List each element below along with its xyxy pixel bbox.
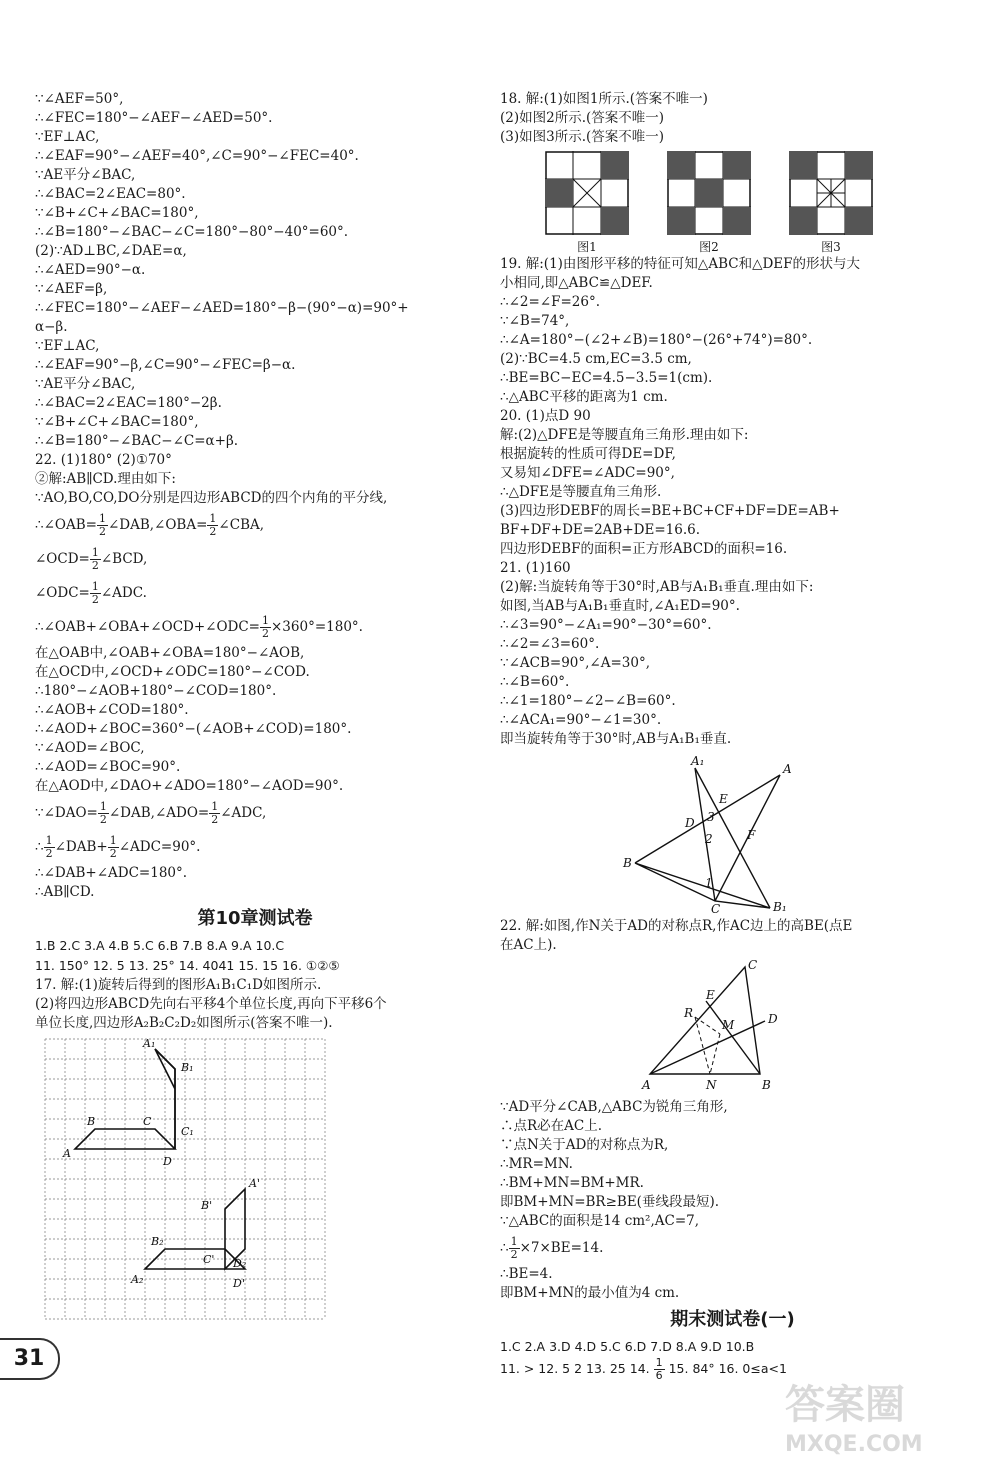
text-line: ∴AB∥CD. [35,884,95,900]
figure-caption-2: 图2 [699,240,719,254]
page-number: 31 [0,1338,60,1380]
text-line: 即BM+MN=BR≥BE(垂线段最短). [500,1194,719,1210]
text-line: 19. 解:(1)由图形平移的特征可知△ABC和△DEF的形状与大 [500,256,860,272]
label-A: A [63,1147,71,1160]
figure-caption-1: 图1 [577,240,597,254]
text-line: ②解:AB∥CD.理由如下: [35,471,176,487]
formula-line: ∴ $\frac{1}{2}$ ×7×BE=14. [500,1235,604,1261]
fraction: $\frac{1}{2}$ [91,546,99,572]
solutions-19-21 [500,255,965,749]
label-A: A [783,762,792,776]
label-F: F [747,828,756,842]
text-line: ∴∠B=60°. [500,674,570,690]
text-line: α−β. [35,319,68,335]
text-line: ∴△ABC平移的距离为1 cm. [500,389,668,405]
right-column [500,90,965,1382]
text-line: ∴∠2=∠F=26°. [500,294,601,310]
text-line: ∴∠FEC=180°−∠AEF−∠AED=180°−β−(90°−α)=90°+ [35,300,409,316]
label-2: 2 [705,832,713,846]
label-C: C [711,902,721,913]
text-line: ∴∠AED=90°−α. [35,262,146,278]
left-column [35,90,475,1331]
text: ∴∠OAB= [35,517,97,533]
figure-2 [667,151,751,255]
formula-line: ∴ $\frac{1}{2}$ ∠DAB+ $\frac{1}{2}$ ∠ADC=90°. [35,834,201,860]
text-line: ∴∠3=90°−∠A₁=90°−30°=60°. [500,617,712,633]
text-line: ∴∠2=∠3=60°. [500,636,600,652]
text-line: ∴∠1=180°−∠2−∠B=60°. [500,693,676,709]
text-line: 根据旋转的性质可得DE=DF, [500,446,676,462]
label-D2: D₂ [233,1257,247,1270]
text-line: 20. (1)点D 90 [500,408,591,424]
figure-21 [615,753,855,913]
tile-pattern-3 [789,151,873,235]
text-line: 解:(2)△DFE是等腰直角三角形.理由如下: [500,427,749,443]
answer-row-2: 11. 150° 12. 5 13. 25° 14. 4041 15. 15 16. ①②⑤ [35,958,340,973]
text-line: ∵EF⊥AC, [35,338,100,354]
watermark-url: MXQE.COM [785,1432,923,1457]
text-line: 在△OAB中,∠OAB+∠OBA=180°−∠AOB, [35,645,305,661]
text-line: ∴BM+MN=BM+MR. [500,1175,644,1191]
label-E: E [719,792,728,806]
text-line: ∵∠B+∠C+∠BAC=180°, [35,205,199,221]
text-line: ∵∠AEF=50°, [35,91,124,107]
formula-line: ∴∠OAB+∠OBA+∠OCD+∠ODC= $\frac{1}{2}$ ×360°=180°. [35,614,363,640]
text-line: 18. 解:(1)如图1所示.(答案不唯一) [500,91,708,107]
text-line: (2)将四边形ABCD先向右平移4个单位长度,再向下平移6个 [35,996,387,1012]
text-line: 21. (1)160 [500,560,571,576]
fraction: $\frac{1}{2}$ [209,512,217,538]
label-B: B [762,1078,771,1092]
label-Aprime: A' [249,1177,260,1190]
label-D: D [768,1012,778,1026]
line-MN [710,1034,720,1074]
figure-22 [610,959,850,1094]
text-line: ∴∠DAB+∠ADC=180°. [35,865,188,881]
figure-1 [545,151,629,255]
text-line: ∵AO,BO,CO,DO分别是四边形ABCD的四个内角的平分线, [35,490,388,506]
text-line: 在△AOD中,∠DAO+∠ADO=180°−∠AOD=90°. [35,778,344,794]
answer-row-1: 1.C 2.A 3.D 4.D 5.C 6.D 7.D 8.A 9.D 10.B [500,1339,755,1354]
grid-lines [45,1039,325,1319]
text-line: ∵△ABC的面积是14 cm²,AC=7, [500,1213,700,1229]
watermark-text: 答案圈 [785,1382,905,1428]
tile-pattern-2 [667,151,751,235]
text-line: 22. 解:如图,作N关于AD的对称点R,作AC边上的高BE(点E [500,918,853,934]
text-line: ∵∠B+∠C+∠BAC=180°, [35,414,199,430]
text-line: ∵∠B=74°, [500,313,570,329]
solution-22-cont [500,1098,965,1231]
text-line: ∴∠AOB+∠COD=180°. [35,702,189,718]
label-M: M [722,1018,735,1032]
label-B2: B₂ [151,1235,164,1248]
text-line: ∴∠EAF=90°−β,∠C=90°−∠FEC=β−α. [35,357,296,373]
label-A2: A₂ [131,1273,144,1286]
label-A: A [642,1078,651,1092]
fraction: $\frac{1}{2}$ [98,512,106,538]
answer-row-2: 11. > 12. 5 2 13. 25 14. $\frac{1}{6}$ 15. 84° 16. 0≤a<1 [500,1356,787,1382]
text-line: ∴∠A=180°−(∠2+∠B)=180°−(26°+74°)=80°. [500,332,813,348]
label-1: 1 [705,876,713,890]
text-line: ∵∠AOD=∠BOC, [35,740,145,756]
text: ∠CBA, [218,517,265,533]
label-3: 3 [707,810,715,824]
formula-line [35,508,475,542]
text-line: 即当旋转角等于30°时,AB与A₁B₁垂直. [500,731,732,747]
text-line: ∴∠EAF=90°−∠AEF=40°,∠C=90°−∠FEC=40°. [35,148,359,164]
text-line: ∴∠FEC=180°−∠AEF−∠AED=50°. [35,110,273,126]
watermark-logo [785,1380,995,1465]
text-line: ∴180°−∠AOB+180°−∠COD=180°. [35,683,277,699]
label-Dprime: D' [233,1277,245,1290]
label-E: E [706,988,715,1002]
text-line: ∴BE=4. [500,1266,553,1282]
text-line: ∵∠AEF=β, [35,281,108,297]
text-line: ∵AE平分∠BAC, [35,167,136,183]
solution-22 [500,917,965,955]
text-line: ∴∠ACA₁=90°−∠1=30°. [500,712,662,728]
grid-figure-17 [35,1037,335,1327]
text-line: 22. (1)180° (2)①70° [35,452,172,468]
text-line: ∴BE=BC−EC=4.5−3.5=1(cm). [500,370,713,386]
text-line: (3)四边形DEBF的周长=BE+BC+CF+DF=DE=AB+ [500,503,840,519]
text-line: ∵AE平分∠BAC, [35,376,136,392]
text-line: ∴∠B=180°−∠BAC−∠C=α+β. [35,433,239,449]
text-line: (2)∵BC=4.5 cm,EC=3.5 cm, [500,351,692,367]
text-line: 四边形DEBF的面积=正方形ABCD的面积=16. [500,541,788,557]
tile-figures [545,151,965,255]
text-line: ∴∠BAC=2∠EAC=180°−2β. [35,395,222,411]
triangle-ABC [650,967,760,1074]
tile-pattern-1 [545,151,629,235]
fraction: $\frac{1}{2}$ [109,834,117,860]
text-line: (2)解:当旋转角等于30°时,AB与A₁B₁垂直.理由如下: [500,579,814,595]
fraction: $\frac{1}{2}$ [99,800,107,826]
text-line: ∵AD平分∠CAB,△ABC为锐角三角形, [500,1099,728,1115]
solution-22-end [500,1265,965,1303]
label-C: C [143,1115,152,1128]
formula-line: ∠ODC= $\frac{1}{2}$ ∠ADC. [35,580,147,606]
text-line: ∴∠B=180°−∠BAC−∠C=180°−80°−40°=60°. [35,224,349,240]
label-R: R [684,1006,694,1020]
text: ∠DAB,∠OBA= [107,517,208,533]
text-line: ∴点R必在AC上. [500,1118,603,1134]
label-B: B [623,856,632,870]
text-line: ∵∠ACB=90°,∠A=30°, [500,655,651,671]
answer-row-1: 1.B 2.C 3.A 4.B 5.C 6.B 7.B 8.A 9.A 10.C [35,938,285,953]
fraction: $\frac{1}{2}$ [45,834,53,860]
figure-caption-3: 图3 [821,240,841,254]
fraction: $\frac{1}{2}$ [262,614,269,640]
text-line: 如图,当AB与A₁B₁垂直时,∠A₁ED=90°. [500,598,740,614]
solution-18 [500,90,965,147]
text-line: ∴∠BAC=2∠EAC=80°. [35,186,186,202]
text-line: (2)如图2所示.(答案不唯一) [500,110,665,126]
solution-17 [35,976,475,1033]
text-line: ∵EF⊥AC, [35,129,100,145]
text-line: (3)如图3所示.(答案不唯一) [500,129,665,145]
label-C1: C₁ [181,1125,194,1138]
label-C: C [748,959,758,972]
text-line: 17. 解:(1)旋转后得到的图形A₁B₁C₁D如图所示. [35,977,322,993]
solution-21-continued [35,90,475,508]
section-title-final-exam: 期末测试卷(一) [670,1309,795,1330]
label-D: D [163,1155,172,1168]
formula-line: ∵∠DAO= $\frac{1}{2}$ ∠DAB,∠ADO= $\frac{1}{2}$ ∠ADC, [35,800,267,826]
label-A1: A₁ [691,754,705,768]
text-line: ∴△DFE是等腰直角三角形. [500,484,662,500]
fraction: $\frac{1}{2}$ [211,800,219,826]
fraction: $\frac{1}{6}$ [655,1356,663,1382]
solution-22-end [35,864,475,902]
text-line: ∵点N关于AD的对称点为R, [500,1137,669,1153]
label-N: N [706,1078,717,1092]
label-A1: A₁ [143,1037,156,1050]
formula-line: ∠OCD= $\frac{1}{2}$ ∠BCD, [35,546,148,572]
text-line: 即BM+MN的最小值为4 cm. [500,1285,680,1301]
figure-3 [789,151,873,255]
section-title-chapter10: 第10章测试卷 [197,908,313,929]
label-D: D [685,816,695,830]
text-line: ∴∠AOD+∠BOC=360°−(∠AOB+∠COD)=180°. [35,721,352,737]
text-line: 单位长度,四边形A₂B₂C₂D₂如图所示(答案不唯一). [35,1015,333,1031]
label-C2: C' [203,1253,215,1266]
label-B1: B₁ [181,1061,194,1074]
fraction: $\frac{1}{2}$ [510,1235,518,1261]
text-line: ∴MR=MN. [500,1156,573,1172]
label-B1: B₁ [773,900,787,913]
fraction: $\frac{1}{2}$ [91,580,99,606]
text-line: 在AC上). [500,937,557,953]
label-Bprime: B' [201,1199,213,1212]
label-B: B [87,1115,96,1128]
solution-22-lines [35,644,475,796]
text-line: BF+DF+DE=2AB+DE=16.6. [500,522,701,538]
text-line: (2)∵AD⊥BC,∠DAE=α, [35,243,187,259]
text-line: ∴∠AOD=∠BOC=90°. [35,759,181,775]
text-line: 在△OCD中,∠OCD+∠ODC=180°−∠COD. [35,664,310,680]
text-line: 小相同,即△ABC≌△DEF. [500,275,653,291]
text-line: 又易知∠DFE=∠ADC=90°, [500,465,675,481]
